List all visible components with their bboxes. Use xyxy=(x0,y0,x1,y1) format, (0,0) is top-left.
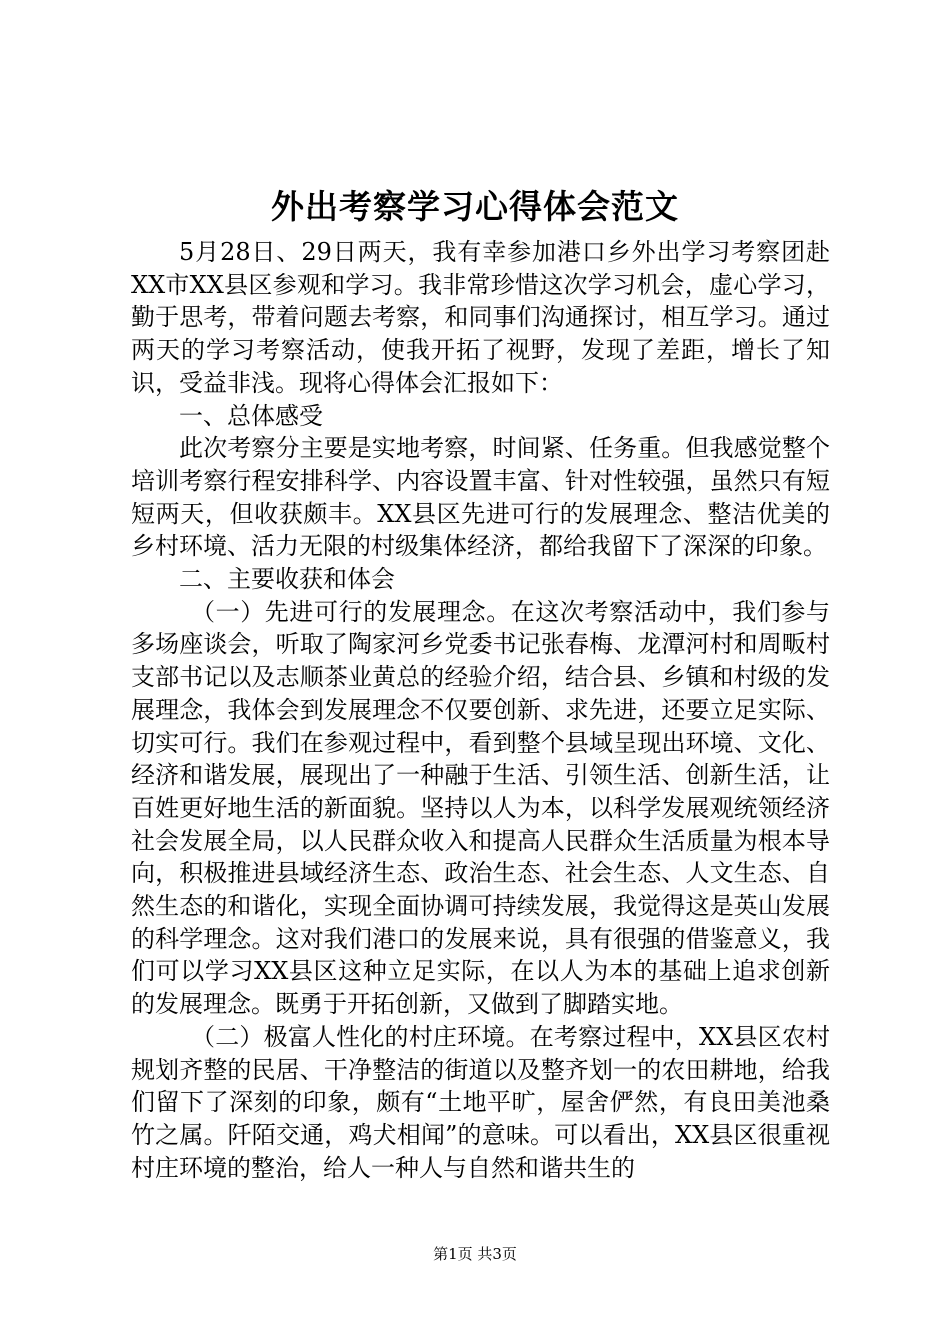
page-footer: 第1页 共3页 xyxy=(433,1245,517,1263)
document-body xyxy=(131,236,830,1184)
paragraph-intro: 5月28日、29日两天，我有幸参加港口乡外出学习考察团赴XX市XX县区参观和学习。我非常珍惜这次学习机会，虚心学习，勤于思考，带着问题去考察，和同事们沟通探讨，相互学习。通过两天的学习考察活动，使我开拓了视野，发现了差距，增长了知识，受益非浅。现将心得体会汇报如下： xyxy=(131,238,830,397)
paragraph-gains-1: （一）先进可行的发展理念。在这次考察活动中，我们参与多场座谈会，听取了陶家河乡党委书记张春梅、龙潭河村和周畈村支部书记以及志顺茶业黄总的经验介绍，结合县、乡镇和村级的发展理念，我体会到发展理念不仅要创新、求先进，还要立足实际、切实可行。我们在参观过程中，看到整个县域呈现出环境、文化、经济和谐发展，展现出了一种融于生活、引领生活、创新生活，让百姓更好地生活的新面貌。坚持以人为本，以科学发展观统领经济社会发展全局，以人民群众收入和提高人民群众生活质量为根本导向，积极推进县域经济生态、政治生态、社会生态、人文生态、自然生态的和谐化，实现全面协调可持续发展，我觉得这是英山发展的科学理念。这对我们港口的发展来说，具有很强的借鉴意义，我们可以学习XX县区这种立足实际，在以人为本的基础上追求创新的发展理念。既勇于开拓创新，又做到了脚踏实地。 xyxy=(131,597,830,1019)
section-heading-overall: 一、总体感受 xyxy=(179,401,323,430)
paragraph-gains-2: （二）极富人性化的村庄环境。在考察过程中，XX县区农村规划齐整的民居、干净整洁的街道以及整齐划一的农田耕地，给我们留下了深刻的印象，颇有“土地平旷，屋舍俨然，有良田美池桑竹之属。阡陌交通，鸡犬相闻”的意味。可以看出，XX县区很重视村庄环境的整治，给人一种人与自然和谐共生的 xyxy=(131,1022,830,1182)
document-title: 外出考察学习心得体会范文 xyxy=(271,187,679,226)
paragraph-overall: 此次考察分主要是实地考察，时间紧、任务重。但我感觉整个培训考察行程安排科学、内容设置丰富、针对性较强，虽然只有短短两天，但收获颇丰。XX县区先进可行的发展理念、整洁优美的乡村环境、活力无限的村级集体经济，都给我留下了深深的印象。 xyxy=(131,434,830,561)
section-heading-gains: 二、主要收获和体会 xyxy=(179,565,395,594)
